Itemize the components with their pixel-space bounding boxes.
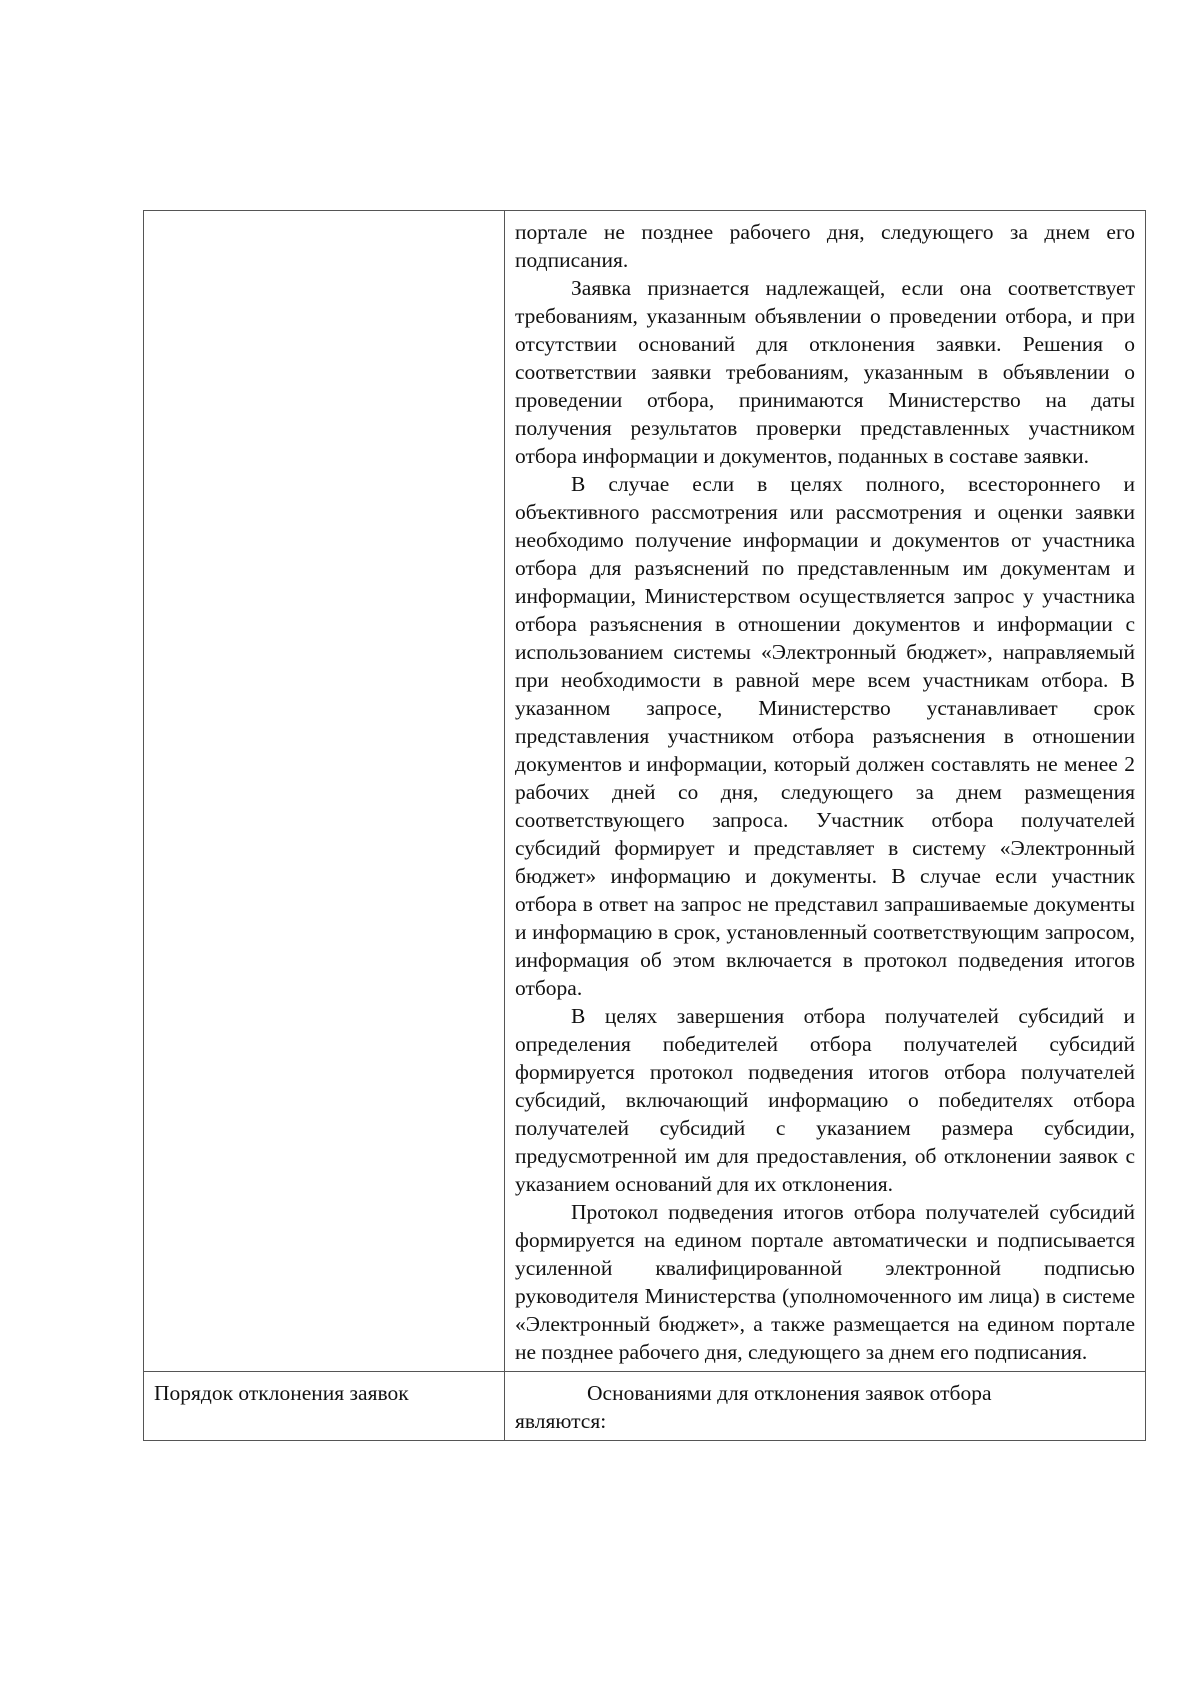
document-table [143,210,1146,1441]
paragraph: портале не позднее рабочего дня, следующего за днем его подписания. [515,220,1135,272]
paragraph: Заявка признается надлежащей, если она соответствует требованиям, указанным объявлении о проведении отбора, и при отсутствии оснований для отклонения заявки. Решения о соответствии заявки требованиям, указанным в объявлении о проведении отбора, принимаются Министерство на даты получения результатов проверки представленных участником отбора информации и документов, поданных в составе заявки. [515,276,1135,468]
paragraph: Протокол подведения итогов отбора получателей субсидий формируется на едином портале автоматически и подписывается усиленной квалифицированной электронной подписью руководителя Министерства (уполномоченного им лица) в системе «Электронный бюджет», а также размещается на едином портале не позднее рабочего дня, следующего за днем его подписания. [515,1200,1135,1364]
table-row [144,211,1146,1372]
paragraph: Основаниями для отклонения заявок отбора [587,1381,992,1405]
paragraph: являются: [515,1409,607,1433]
paragraph: В случае если в целях полного, всестороннего и объективного рассмотрения или рассмотрения и оценки заявки необходимо получение информации и документов от участника отбора для разъяснений по представленным им документам и информации, Министерством осуществляется запрос у участника отбора разъяснения в отношении документов и информации с использованием системы «Электронный бюджет», направляемый при необходимости в равной мере всем участникам отбора. В указанном запросе, Министерство устанавливает срок представления участником отбора разъяснения в отношении документов и информации, который должен составлять не менее 2 рабочих дней со дня, следующего за днем размещения соответствующего запроса. Участник отбора получателей субсидий формирует и представляет в систему «Электронный бюджет» информацию и документы. В случае если участник отбора в ответ на запрос не представил запрашиваемые документы и информацию в срок, установленный соответствующим запросом, информация об этом включается в протокол подведения итогов отбора. [515,472,1135,1000]
table-cell-left [144,211,505,1372]
row-label: Порядок отклонения заявок [144,1372,505,1441]
paragraph: В целях завершения отбора получателей субсидий и определения победителей отбора получателей субсидий формируется протокол подведения итогов отбора получателей субсидий, включающий информацию о победителях отбора получателей субсидий с указанием размера субсидии, предусмотренной им для предоставления, об отклонении заявок с указанием оснований для их отклонения. [515,1004,1135,1196]
table-cell-right [505,211,1146,1372]
table-row [144,1372,1146,1441]
table-cell-right [505,1372,1146,1441]
